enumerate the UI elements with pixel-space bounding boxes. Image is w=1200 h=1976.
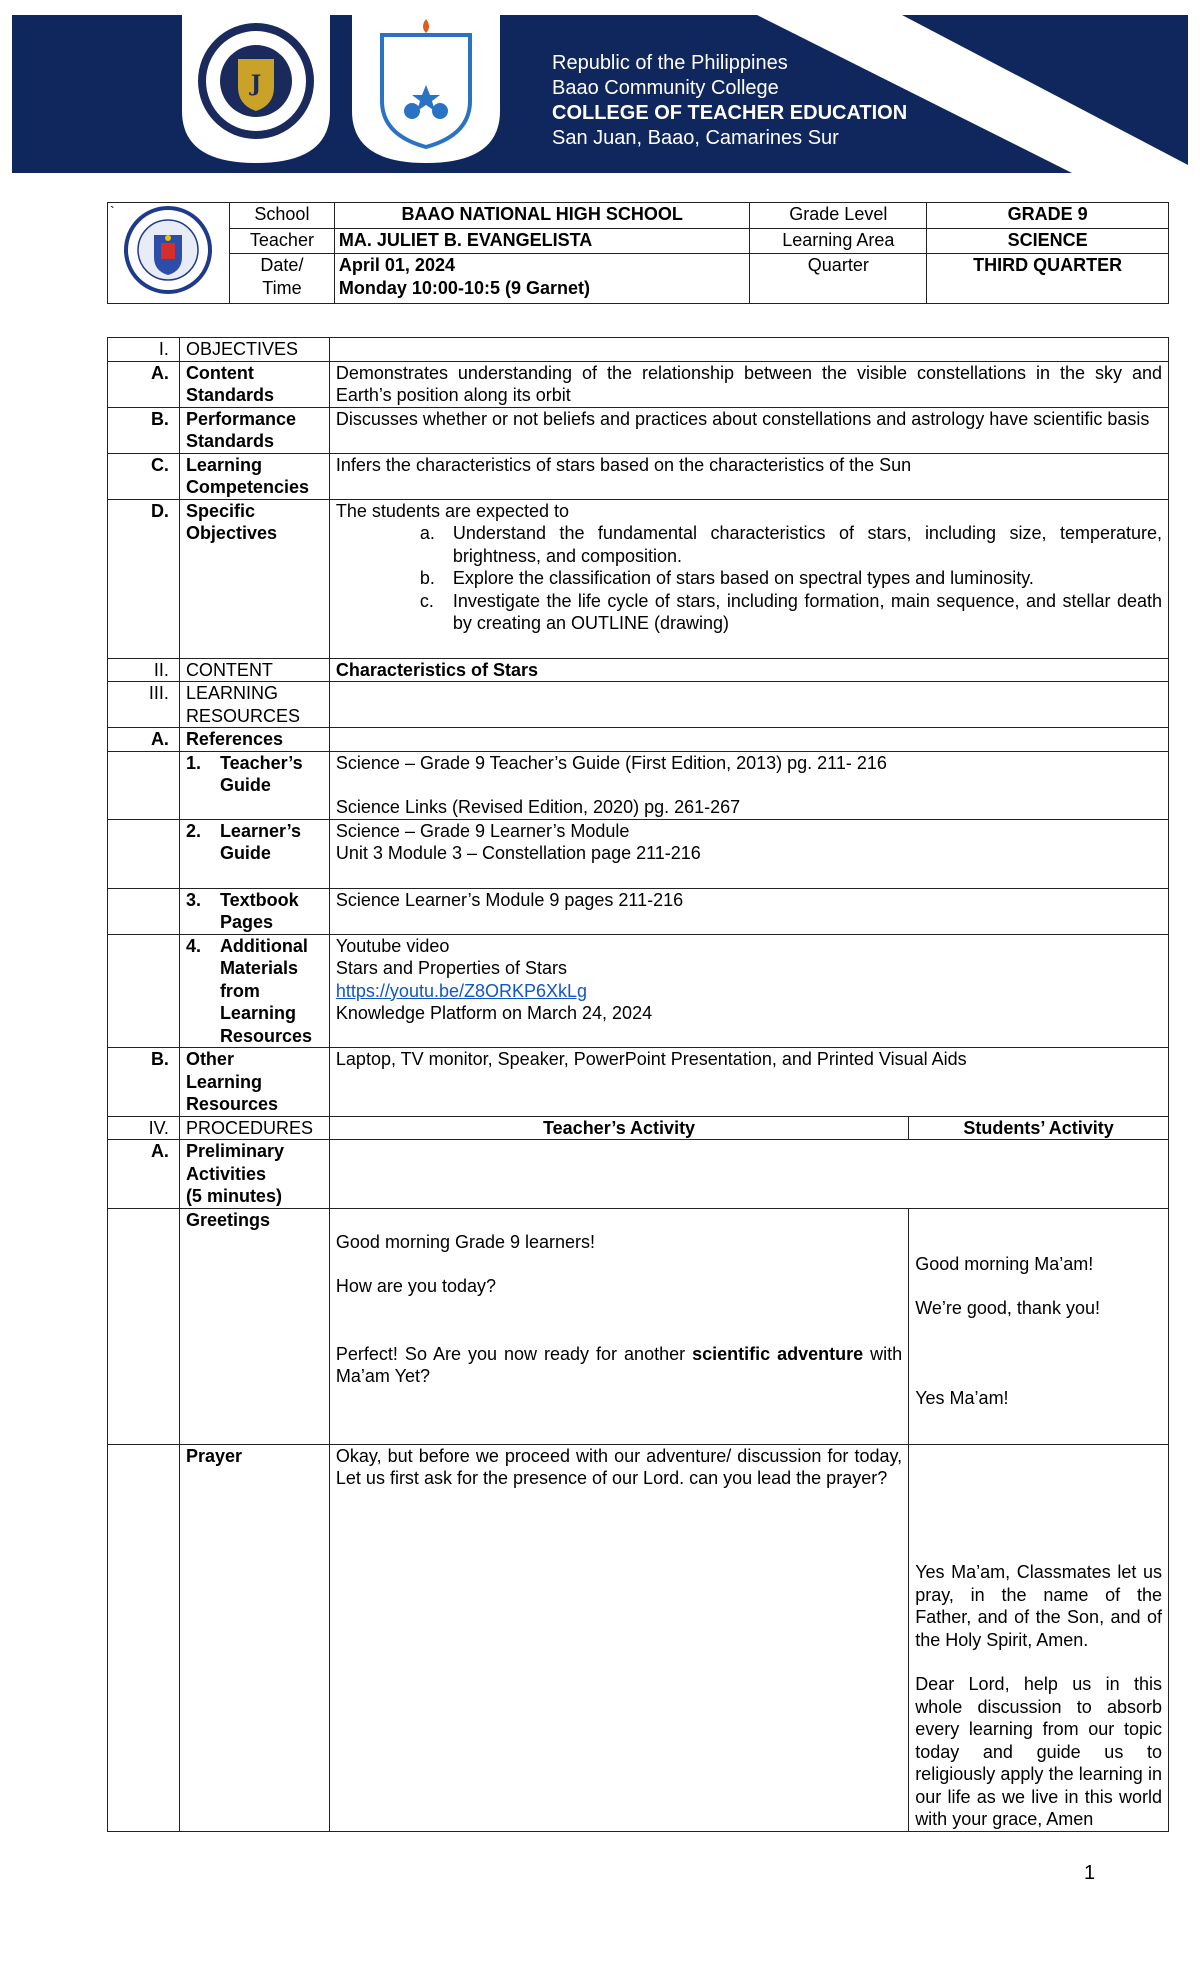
- greetings-teacher: [329, 1208, 908, 1444]
- specific-objectives-cell: [329, 499, 1168, 658]
- student-line: We’re good, thank you!: [915, 1298, 1100, 1318]
- date-time-label: [229, 254, 334, 304]
- learners-guide-label: [179, 819, 329, 888]
- additional-materials-label: [179, 934, 329, 1048]
- date-value: April 01, 2024: [338, 255, 455, 276]
- school-value: BAAO NATIONAL HIGH SCHOOL: [334, 203, 750, 229]
- references-number: A.: [108, 728, 180, 752]
- objective-marker: a.: [419, 523, 435, 543]
- learning-area-label: Learning Area: [750, 228, 927, 254]
- reference-line: Unit 3 Module 3 – Constellation page 211-216: [335, 843, 701, 863]
- label-line: Specific: [185, 500, 255, 521]
- content-row: [108, 658, 1169, 682]
- lesson-plan-table: [107, 337, 1169, 1832]
- procedures-label: PROCEDURES: [179, 1116, 329, 1140]
- text-part: Perfect! So Are you now ready for another: [335, 1343, 693, 1364]
- material-line: Stars and Properties of Stars: [335, 958, 568, 978]
- college-name: Baao Community College: [552, 77, 779, 99]
- deped-seal: [108, 203, 230, 304]
- svg-text:J: J: [250, 71, 262, 97]
- department-name: COLLEGE OF TEACHER EDUCATION: [552, 102, 908, 124]
- label-line: Learning: [185, 1071, 262, 1092]
- grade-level-label: Grade Level: [750, 203, 927, 229]
- prayer-label: Prayer: [179, 1444, 329, 1831]
- greetings-students: [909, 1208, 1169, 1444]
- label-line: Textbook: [219, 889, 299, 910]
- empty-cell: [108, 1208, 180, 1444]
- banner-text: [552, 51, 907, 151]
- material-line: Knowledge Platform on March 24, 2024: [335, 1003, 653, 1023]
- objective-text: Understand the fundamental characteristics of stars, including size, temperature, brightness, and composition.: [452, 523, 1162, 566]
- content-standards-text: Demonstrates understanding of the relationship between the visible constellations in the sky and Earth’s position along its orbit: [329, 361, 1168, 407]
- quarter-value: THIRD QUARTER: [927, 254, 1169, 304]
- item-number: 2.: [185, 820, 201, 841]
- label-line: Competencies: [185, 477, 309, 497]
- content-label: CONTENT: [179, 658, 329, 682]
- time-label: Time: [262, 278, 302, 299]
- content-standards-label: [179, 361, 329, 407]
- teacher-line: Good morning Grade 9 learners!: [335, 1231, 596, 1252]
- empty-cell: [108, 751, 180, 819]
- label-line: Activities: [185, 1163, 266, 1184]
- label-line: Pages: [219, 912, 273, 932]
- school-label: School: [229, 203, 334, 229]
- baao-community-college-logo: [182, 15, 330, 163]
- objective-item: [419, 590, 1162, 635]
- page-number: 1: [1084, 1862, 1096, 1884]
- specific-objectives-row: [108, 499, 1169, 658]
- prayer-teacher: Okay, but before we proceed with our adventure/ discussion for today, Let us first ask for the presence of our Lord. can you lead the prayer?: [329, 1444, 908, 1831]
- content-topic: Characteristics of Stars: [329, 658, 1168, 682]
- student-prayer-line: Yes Ma’am, Classmates let us pray, in the name of the Father, and of the Son, and of the Holy Spirit, Amen.: [915, 1562, 1162, 1650]
- label-line: Performance: [185, 408, 296, 429]
- teacher-line: [336, 1343, 902, 1388]
- stray-mark: `: [110, 203, 115, 219]
- teacher-label: Teacher: [229, 228, 334, 254]
- specific-objectives-number: D.: [108, 499, 180, 658]
- learning-resources-blank: [329, 682, 1168, 728]
- prayer-students: [909, 1444, 1169, 1831]
- teacher-value: MA. JULIET B. EVANGELISTA: [334, 228, 750, 254]
- preliminary-row: [108, 1140, 1169, 1209]
- competencies-text: Infers the characteristics of stars based on the characteristics of the Sun: [329, 453, 1168, 499]
- label-line: Other: [185, 1049, 234, 1069]
- label-line: Additional: [219, 935, 308, 956]
- teachers-guide-text: [329, 751, 1168, 819]
- objectives-row: [108, 338, 1169, 362]
- teachers-activity-header: Teacher’s Activity: [329, 1116, 908, 1140]
- republic-line: Republic of the Philippines: [552, 52, 788, 74]
- greetings-label: Greetings: [179, 1208, 329, 1444]
- competencies-row: [108, 453, 1169, 499]
- other-resources-label: [179, 1048, 329, 1117]
- text-part: with Ma’am Yet?: [335, 1343, 903, 1386]
- student-line: Yes Ma’am!: [915, 1387, 1009, 1408]
- objectives-blank: [329, 338, 1168, 362]
- label-line: Resources: [219, 1025, 312, 1046]
- label-line: (5 minutes): [185, 1186, 282, 1206]
- textbook-text: Science Learner’s Module 9 pages 211-216: [329, 888, 1168, 934]
- time-value: Monday 10:00-10:5 (9 Garnet): [338, 278, 590, 299]
- objective-marker: c.: [419, 590, 434, 611]
- prayer-row: [108, 1444, 1169, 1831]
- item-number: 4.: [185, 935, 201, 956]
- header-banner: [12, 15, 1188, 173]
- label-line: from: [219, 980, 260, 1001]
- specific-objectives-label: [179, 499, 329, 658]
- item-number: 1.: [185, 752, 201, 773]
- label-line: Objectives: [185, 523, 277, 543]
- teachers-guide-label: [179, 751, 329, 819]
- objective-text: Investigate the life cycle of stars, including formation, main sequence, and stellar death by creating an OUTLINE (drawing): [452, 590, 1162, 633]
- references-blank: [329, 728, 1168, 752]
- performance-standards-row: [108, 407, 1169, 453]
- learning-resources-label: [179, 682, 329, 728]
- empty-cell: [108, 819, 180, 888]
- date-time-value: [334, 254, 750, 304]
- references-label: References: [179, 728, 329, 752]
- reference-line: Science – Grade 9 Teacher’s Guide (First Edition, 2013) pg. 211- 216: [335, 752, 887, 773]
- content-standards-row: [108, 361, 1169, 407]
- objective-marker: b.: [419, 568, 435, 588]
- content-number: II.: [108, 658, 180, 682]
- youtube-link[interactable]: https://youtu.be/Z8ORKP6XkLg: [335, 980, 588, 1001]
- competencies-label: [179, 453, 329, 499]
- label-line: Learning: [219, 1003, 296, 1023]
- label-line: Guide: [219, 775, 271, 795]
- quarter-label: Quarter: [750, 254, 927, 304]
- procedures-row: [108, 1116, 1169, 1140]
- preliminary-label: [179, 1140, 329, 1209]
- teacher-line: How are you today?: [335, 1276, 496, 1296]
- reference-line: Science Links (Revised Edition, 2020) pg. 261-267: [335, 797, 741, 817]
- performance-standards-label: [179, 407, 329, 453]
- objectives-list: [336, 522, 1162, 635]
- empty-cell: [108, 888, 180, 934]
- other-resources-text: Laptop, TV monitor, Speaker, PowerPoint Presentation, and Printed Visual Aids: [329, 1048, 1168, 1117]
- additional-materials-row: [108, 934, 1169, 1048]
- label-line: Guide: [219, 843, 271, 863]
- greetings-row: [108, 1208, 1169, 1444]
- label-line: Standards: [185, 431, 274, 451]
- college-of-education-logo: [352, 15, 500, 163]
- label-line: Learner’s: [219, 820, 301, 841]
- objectives-label: OBJECTIVES: [179, 338, 329, 362]
- date-label: Date/: [260, 255, 304, 276]
- procedures-number: IV.: [108, 1116, 180, 1140]
- preliminary-blank: [329, 1140, 1168, 1209]
- textbook-row: [108, 888, 1169, 934]
- label-line: LEARNING: [185, 683, 278, 703]
- objective-item: [419, 522, 1162, 567]
- item-number: 3.: [185, 889, 201, 910]
- performance-standards-number: B.: [108, 407, 180, 453]
- objectives-intro: The students are expected to: [335, 500, 570, 521]
- references-row: [108, 728, 1169, 752]
- college-address: San Juan, Baao, Camarines Sur: [552, 127, 839, 149]
- empty-cell: [108, 1444, 180, 1831]
- students-activity-header: Students’ Activity: [909, 1116, 1169, 1140]
- label-line: Standards: [185, 385, 274, 405]
- label-line: Content: [185, 362, 254, 383]
- label-line: Materials: [219, 958, 298, 978]
- student-line: Good morning Ma’am!: [915, 1253, 1094, 1274]
- grade-level-value: GRADE 9: [927, 203, 1169, 229]
- empty-cell: [108, 934, 180, 1048]
- learning-resources-row: [108, 682, 1169, 728]
- learners-guide-row: [108, 819, 1169, 888]
- label-line: Preliminary: [185, 1141, 284, 1161]
- objective-text: Explore the classification of stars based on spectral types and luminosity.: [452, 568, 1034, 588]
- label-line: RESOURCES: [185, 705, 300, 726]
- performance-standards-text: Discusses whether or not beliefs and practices about constellations and astrology have scientific basis: [329, 407, 1168, 453]
- additional-materials-text: [329, 934, 1168, 1048]
- other-resources-number: B.: [108, 1048, 180, 1117]
- textbook-label: [179, 888, 329, 934]
- objective-item: [419, 567, 1162, 590]
- school-info-table: [107, 202, 1169, 304]
- teachers-guide-row: [108, 751, 1169, 819]
- preliminary-number: A.: [108, 1140, 180, 1209]
- other-resources-row: [108, 1048, 1169, 1117]
- competencies-number: C.: [108, 453, 180, 499]
- emphasis: scientific adventure: [692, 1343, 864, 1364]
- learning-resources-number: III.: [108, 682, 180, 728]
- material-line: Youtube video: [335, 935, 450, 956]
- label-line: Learning: [185, 454, 262, 475]
- content-standards-number: A.: [108, 361, 180, 407]
- label-line: Teacher’s: [219, 752, 303, 773]
- objectives-number: I.: [108, 338, 180, 362]
- learning-area-value: SCIENCE: [927, 228, 1169, 254]
- learners-guide-text: [329, 819, 1168, 888]
- reference-line: Science – Grade 9 Learner’s Module: [335, 820, 630, 841]
- label-line: Resources: [185, 1094, 278, 1114]
- student-prayer-line: Dear Lord, help us in this whole discussion to absorb every learning from our topic today and guide us to religiously apply the learning in our life as we live in this world with your grace, Amen: [915, 1674, 1162, 1829]
